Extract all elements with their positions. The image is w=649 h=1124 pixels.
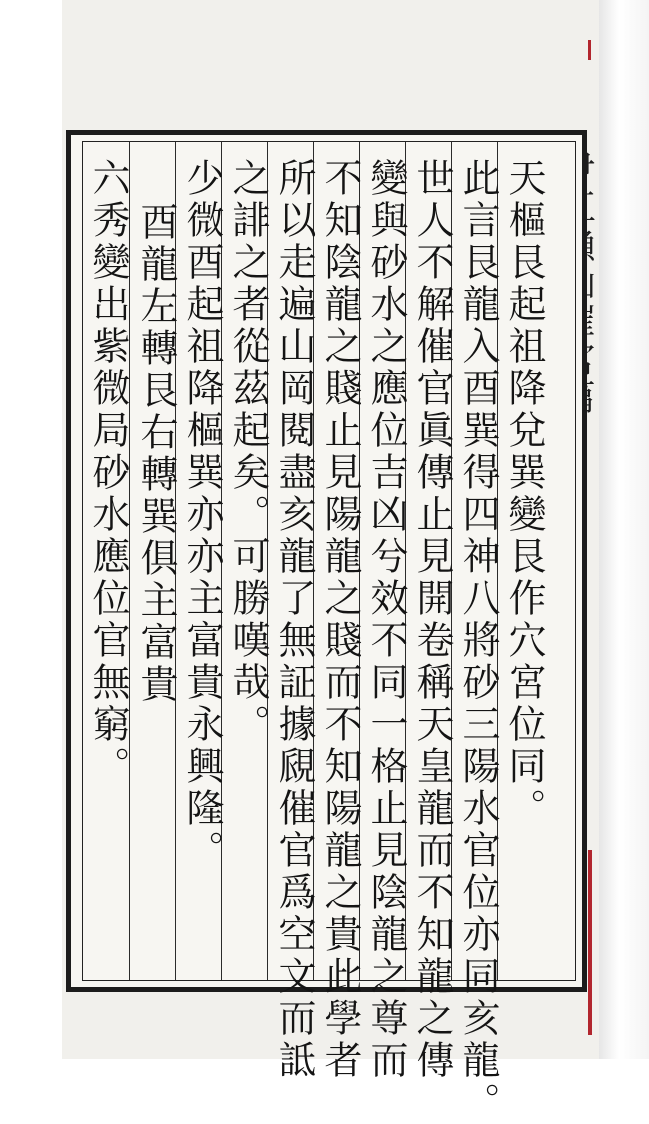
red-margin-rule — [588, 850, 592, 1035]
text-column-5: 不知陰龍之賤止見陽龍之賤而不知陽龍之貴此學者 — [318, 158, 362, 1082]
text-frame — [66, 130, 587, 1124]
text-column-3: 世人不解催官眞傳止見開卷稱天皇龍而不知龍之傳 — [410, 158, 454, 1082]
page-spine — [599, 0, 649, 1059]
text-column-10: 六秀變出紫微局砂水應位官無窮。 — [86, 158, 130, 788]
red-margin-mark — [588, 40, 591, 60]
text-column-7: 之誹之者從茲起矣。可勝嘆哉。 — [226, 158, 270, 746]
column-grid — [82, 141, 576, 1124]
text-column-1: 天樞艮起祖降兌巽變艮作穴宮位同。 — [502, 158, 546, 830]
text-column-4: 變與砂水之應位吉凶兮效不同一格止見陰龍之尊而 — [364, 158, 408, 1082]
text-column-2: 此言艮龍入酉巽得四神八將砂三陽水官位亦同亥龍。 — [456, 158, 500, 1124]
text-column-9: 酉龍左轉艮右轉巽俱主富貴 — [134, 202, 178, 706]
text-column-6: 所以走遍山岡閱盡亥龍了無証據覛催官爲空文而詆 — [272, 158, 316, 1082]
text-column-8: 少微酉起祖降樞巽亦亦主富貴永興隆。 — [180, 158, 224, 872]
